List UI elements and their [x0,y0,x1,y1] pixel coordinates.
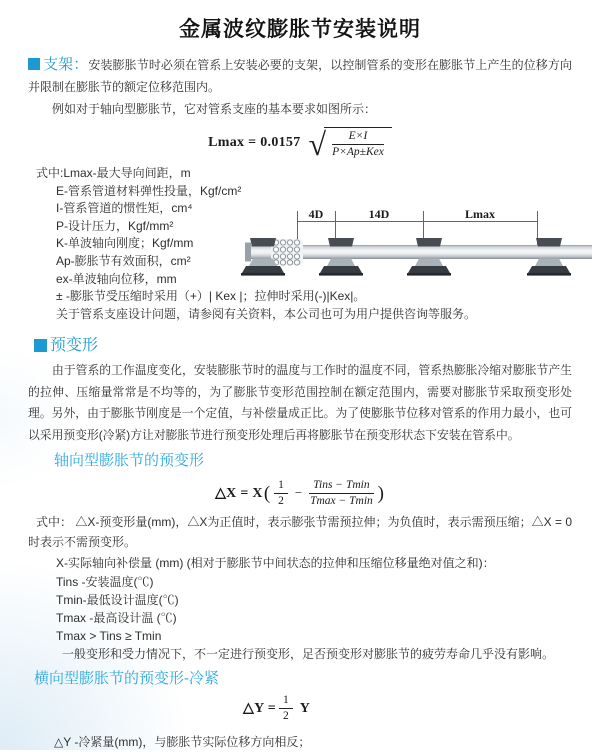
support-section-label: 支架： [43,56,89,73]
sqrt-symbol-icon: √ [308,126,327,162]
bellows-icon [271,239,303,265]
fraction-numerator: Tins − Tmin [309,479,373,494]
fraction-denominator: Tmax − Tmin [310,494,373,507]
fraction-denominator: 2 [283,710,289,723]
support-example-text: 例如对于轴向型膨胀节，它对管系支座的基本要求如图所示： [52,102,377,116]
preform-section-heading [34,332,600,355]
definition-note: 关于管系支座设计问题，请参阅有关资料，本公司也可为用户提供咨询等服务。 [56,306,477,321]
fraction-denominator: P×Ap±Kex [332,146,384,158]
formula-dx-lhs: △X = X [215,485,263,501]
pipe-end-cap [245,243,251,262]
definition-line: I-管系管道的惯性矩，cm⁴ [56,201,193,216]
definition-line: ± -膨胀节受压缩时采用（+）| Kex |；拉伸时采用(-)|Kex|。 [56,289,366,304]
axial-symbol-list [0,554,600,663]
page-title: 金属波纹膨胀节安装说明 [179,18,421,41]
dim-label-14d: 14D [368,207,390,221]
list-item: X-实际轴向补偿量 (mm) (相对于膨胀节中间状态的拉伸和压缩位移量绝对值之和)： [56,556,495,571]
axial-explain-text: 式中： △X-预变形量(mm)，△X为正值时，表示膨张节需预拉伸；为负值时，表示需预压缩；△X = 0时表示不需预变形。 [28,515,572,550]
definition-line: Ap-膨胀节有效面积，cm² [56,253,191,268]
section-marker-icon [28,58,40,70]
formula-delta-x [0,477,600,509]
minus-operator: − [294,485,303,501]
close-paren: ) [377,482,384,504]
list-item-note: 一般变形和受力情况下，不一定进行预变形，足否预变形对膨胀节的疲劳寿命几乎没有影响。 [62,647,555,662]
dim-label-4d: 4D [308,207,324,221]
support-intro-text: 安装膨胀节时必须在管系上安装必要的支架，以控制管系的变形在膨胀节上产生的位移方向并限制在膨胀节的额定位移范围内。 [28,58,572,94]
formula-lmax-lhs: Lmax = 0.0157 [208,135,301,150]
formula-lmax [0,124,600,162]
axial-subheading: 轴向型膨胀节的预变形 [54,452,205,470]
pipe-support-diagram [245,205,595,283]
fraction [332,130,384,159]
sqrt-radicand [324,127,392,159]
formula-dy-rhs: Y [299,700,310,716]
definition-line: 式中:Lmax-最大导向间距，m [36,166,191,180]
definition-line: E-管系管道材料弹性投量，Kgf/cm² [56,183,242,198]
support-paragraph [28,54,572,98]
fraction-half [274,479,288,508]
fraction-denominator: 2 [278,494,284,507]
list-item: Tmin-最低设计温度(℃) [56,592,179,607]
lateral-subheading: 横向型膨胀节的预变形-冷紧 [34,669,219,687]
definition-line: ex-单波轴向位移，mm [56,271,177,286]
dim-label-lmax: Lmax [465,207,495,221]
fraction-numerator: E×I [332,130,384,145]
preform-paragraph: 由于管系的工作温度变化，安装膨胀节时的温度与工作时的温度不同，管系热膨胀冷缩对膨胀节产生的拉伸、压缩量常常是不均等的，为了膨胀节变形范围控制在额定范围内，需要对膨胀节采取预变形处理。另外，由于膨胀节刚度是一个定值，与补偿量成正比。为了使膨胀节位移对管系的作用力最小，也可以采用预变形(冷紧)方让对膨胀节进行预变形处理后再将膨胀节在预变形状态下安装在管系中。 [28,363,572,442]
formula-dy-lhs: △Y = [243,701,277,717]
fraction-half [279,694,293,723]
definition-line: P-设计压力，Kgf/mm² [56,218,174,233]
preform-section-label: 预变形 [50,337,99,355]
list-item: Tins -安装温度(℃) [56,574,154,589]
definition-line: K-单波轴向刚度；Kgf/mm [56,236,194,251]
open-paren: ( [263,482,271,504]
section-marker-icon [34,339,47,352]
fraction-temperature [309,479,373,508]
list-item: Tmax > Tins ≥ Tmin [56,629,162,644]
formula-delta-y [0,694,600,724]
list-item: Tmax -最高设计温 (℃) [56,610,177,625]
fraction-numerator: 1 [274,479,288,494]
sqrt-radical [308,126,392,162]
fraction-numerator: 1 [279,694,293,709]
lateral-explain-text: △Y -冷紧量(mm)，与膨胀节实际位移方向相反； [54,734,311,749]
document-page [0,13,600,750]
